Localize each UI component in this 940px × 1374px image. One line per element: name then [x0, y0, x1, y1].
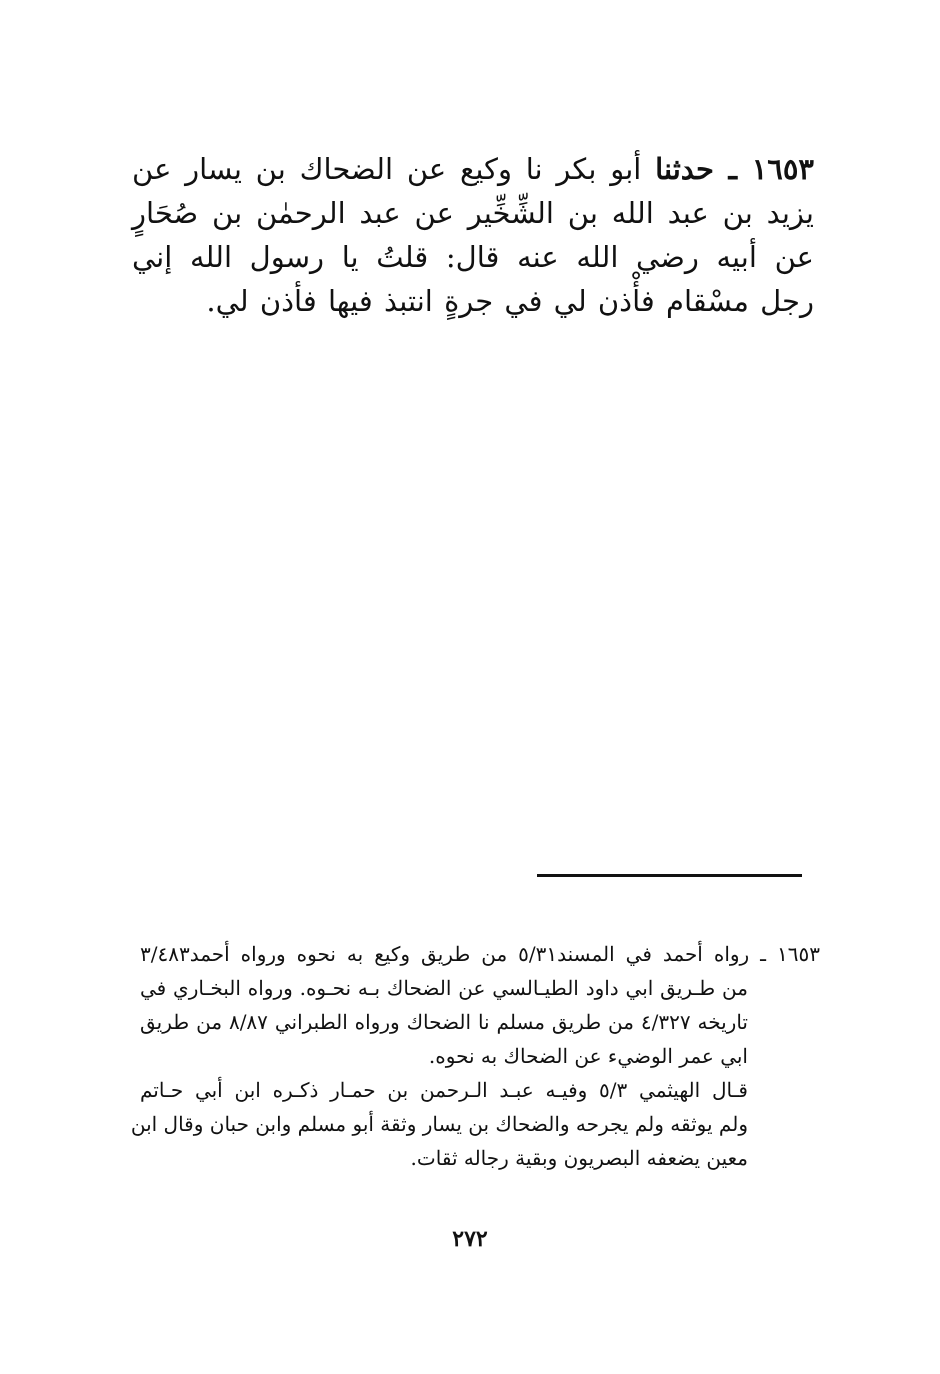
- footnote-line: من طـريق ابي داود الطيـالسي عن الضحاك بـه نحـوه. ورواه البخـاري في: [140, 976, 748, 1000]
- page-number: ٢٧٢: [452, 1226, 488, 1252]
- hadith-body: أبو بكر نا وكيع عن الضحاك بن يسار عن يزيد بن عبد الله بن الشِّخِّير عن عبد الرحمٰن بن صُحَارٍ عن أبيه رضي الله عنه قال: قلتُ يا رسول الله إني رجل مسْقام فأْذن لي في جرةٍ انتبذ فيها فأذن لي.: [132, 152, 814, 318]
- footnote-line: قـال الهيثمي ٥/٣ وفيـه عبـد الـرحمن بن حمـار ذكـره ابن أبي حـاتم: [140, 1078, 748, 1102]
- footnote-line: ولم يوثقه ولم يجرحه والضحاك بن يسار وثقة أبو مسلم وابن حبان وقال ابن: [130, 1112, 748, 1136]
- footnote-line: معين يضعفه البصريون وبقية رجاله ثقات.: [410, 1146, 748, 1170]
- footnote-line: ١٦٥٣ ـ رواه أحمد في المسند٥/٣١ من طريق وكيع به نحوه ورواه أحمد٣/٤٨٣: [140, 942, 820, 966]
- hadith-number: ١٦٥٣ ـ حدثنا: [655, 152, 814, 186]
- footnote-divider: [537, 874, 802, 877]
- footnote-line: تاريخه ٤/٣٢٧ من طريق مسلم نا الضحاك ورواه الطبراني ٨/٨٧ من طريق: [140, 1010, 748, 1034]
- footnote-line: ابي عمر الوضيء عن الضحاك به نحوه.: [428, 1044, 748, 1068]
- footnotes: [130, 937, 820, 1175]
- hadith-text: [132, 147, 814, 323]
